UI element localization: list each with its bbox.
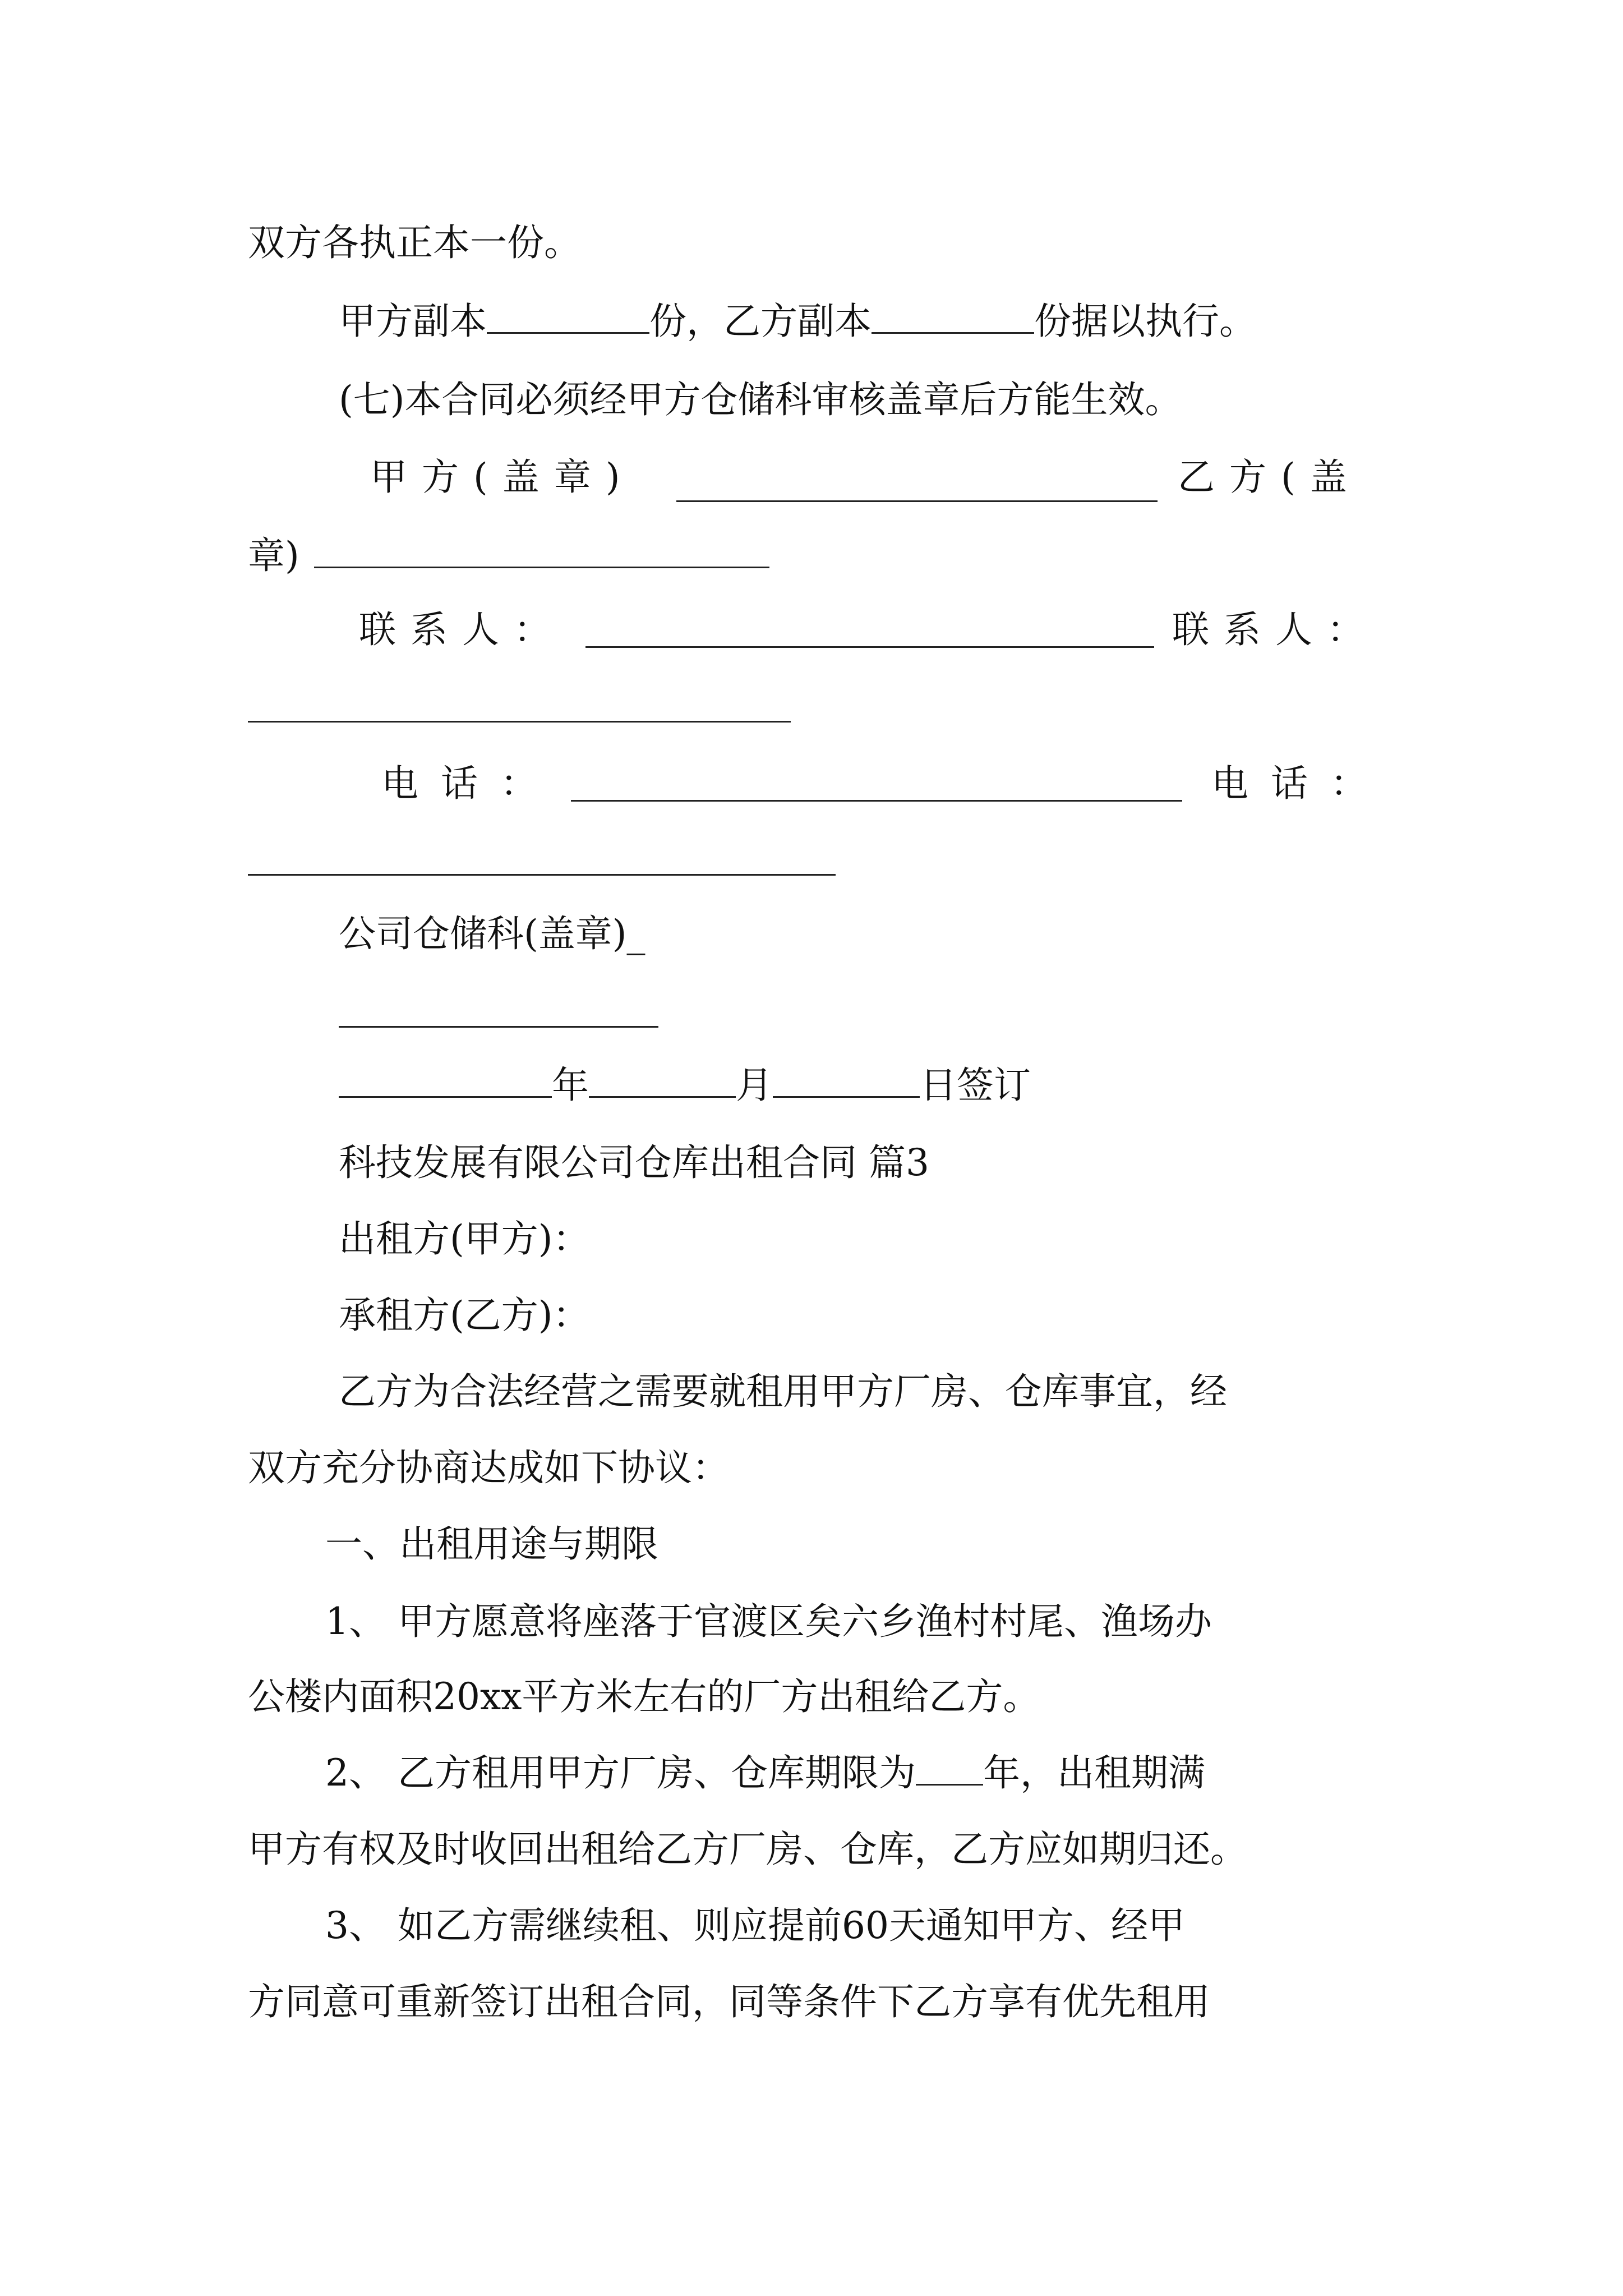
heading-one: 一、出租用途与期限 [325, 1522, 658, 1566]
party-a-phone-blank [571, 800, 1182, 802]
term-line [325, 1748, 1205, 1798]
section-title: 科技发展有限公司仓库出租合同 篇3 [339, 1141, 929, 1184]
party-a-seal-blank [676, 500, 1158, 502]
party-a-phone-label: 电话： [381, 762, 560, 805]
party-a-contact-blank [585, 646, 1154, 648]
month-blank [589, 1062, 736, 1098]
party-b-copies-blank [872, 298, 1034, 334]
party-a-copies-label: 甲方副本 [339, 300, 487, 343]
day-blank [773, 1062, 920, 1098]
sign-date-line [339, 1060, 1031, 1111]
text-line: 双方充分协商达成如下协议： [248, 1446, 729, 1489]
party-b-seal-label: 乙方(盖 [1178, 455, 1362, 499]
party-b-contact-blank [248, 721, 791, 723]
text-line: 3、 如乙方需继续租、则应提前60天通知甲方、经甲 [325, 1904, 1185, 1947]
term-years-blank [916, 1750, 983, 1786]
month-label: 月 [736, 1064, 773, 1107]
party-b-phone-label: 电话： [1211, 762, 1390, 805]
copies-suffix: 份据以执行。 [1034, 300, 1256, 343]
year-label: 年 [552, 1064, 589, 1107]
text-line: 乙方为合法经营之需要就租用甲方厂房、仓库事宜，经 [339, 1370, 1227, 1413]
party-a-copies-blank [487, 298, 649, 334]
text-line: 公楼内面积20xx平方米左右的厂方出租给乙方。 [248, 1675, 1040, 1718]
copies-line [339, 296, 1256, 347]
text-line: 1、 甲方愿意将座落于官渡区矣六乡渔村村尾、渔场办 [325, 1600, 1212, 1643]
day-label: 日签订 [920, 1064, 1031, 1107]
party-a-contact-label: 联系人： [359, 608, 565, 651]
text-line: 双方各执正本一份。 [248, 221, 581, 264]
party-b-phone-blank [248, 874, 836, 876]
lessee-line: 承租方(乙方)： [339, 1294, 590, 1337]
warehouse-seal-label: 公司仓储科(盖章)_ [339, 912, 645, 955]
year-blank [339, 1062, 552, 1098]
term-suffix: 年，出租期满 [983, 1751, 1205, 1795]
party-a-seal-label: 甲方(盖章) [370, 455, 635, 499]
text-line: 甲方有权及时收回出租给乙方厂房、仓库，乙方应如期归还。 [248, 1828, 1247, 1871]
text-line: 方同意可重新签订出租合同，同等条件下乙方享有优先租用 [248, 1980, 1210, 2023]
term-label: 2、 乙方租用甲方厂房、仓库期限为 [325, 1751, 916, 1795]
clause-seven: (七)本合同必须经甲方仓储科审核盖章后方能生效。 [339, 378, 1182, 421]
party-b-seal-label-end: 章) [248, 534, 299, 577]
party-b-seal-blank [314, 567, 769, 568]
warehouse-seal-blank [339, 1026, 658, 1028]
party-b-copies-label: 份，乙方副本 [649, 300, 872, 343]
lessor-line: 出租方(甲方)： [339, 1217, 590, 1260]
party-b-contact-label: 联系人： [1172, 608, 1378, 651]
